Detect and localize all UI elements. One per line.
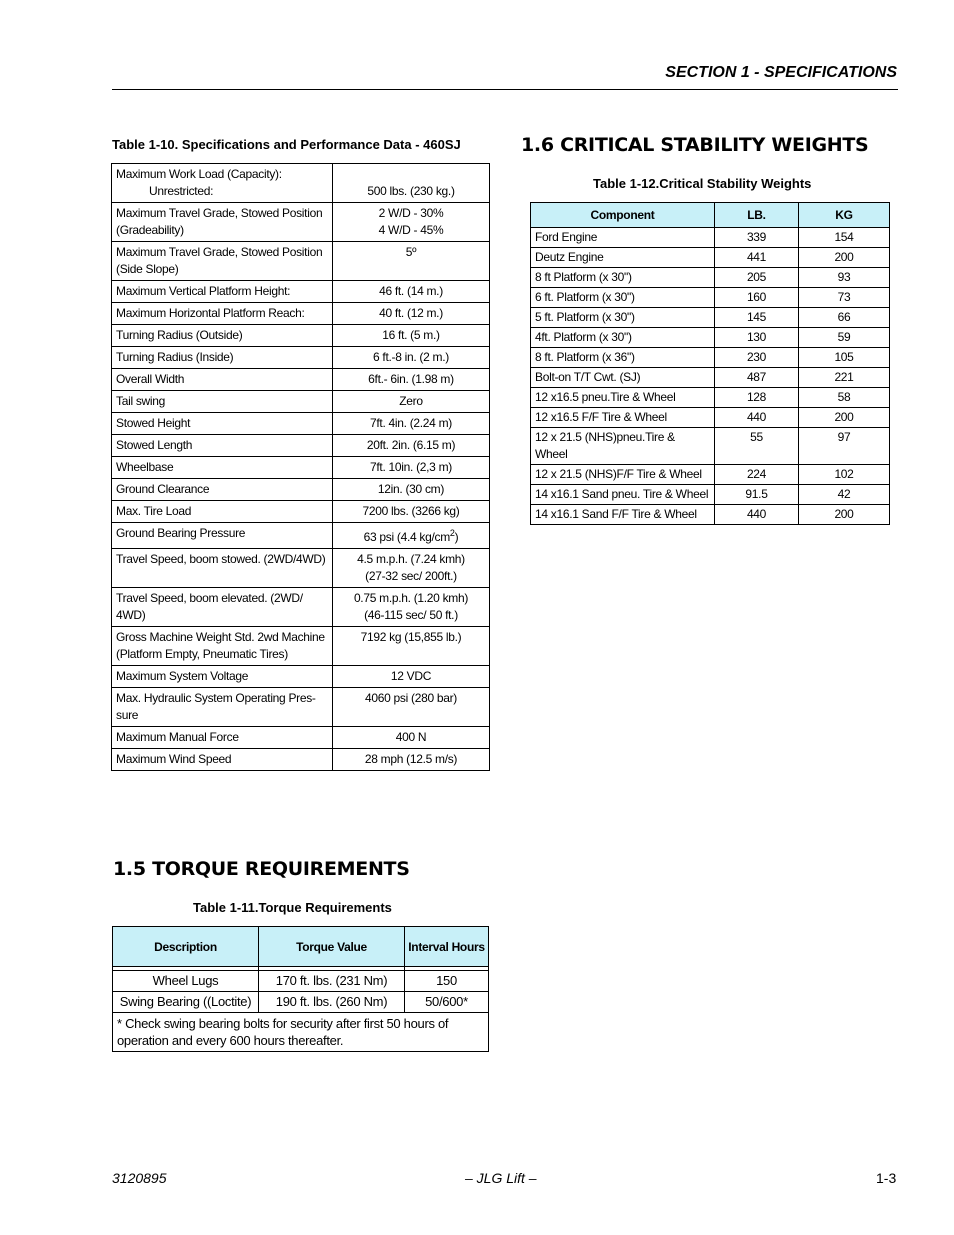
spec-value: [333, 549, 490, 588]
torque-description: Swing Bearing ((Loctite): [113, 992, 259, 1013]
table-row: [112, 369, 490, 391]
spec-value-text: 2 W/D - 30%: [378, 206, 444, 220]
doc-number: 3120895: [112, 1170, 167, 1186]
spec-value-text: 28 mph (12.5 m/s): [364, 752, 458, 766]
table-row: [112, 281, 490, 303]
table-row: [112, 749, 490, 771]
spec-value-text: 46 ft. (14 m.): [379, 284, 443, 298]
spec-label: [112, 435, 333, 457]
stability-lb: 224: [715, 465, 799, 485]
stability-component: 8 ft. Platform (x 36"): [531, 348, 715, 368]
stability-kg: 97: [799, 428, 890, 465]
torque-heading: 1.5 TORQUE REQUIREMENTS: [113, 858, 410, 880]
spec-label: [112, 164, 333, 203]
spec-label: [112, 347, 333, 369]
table-row: [112, 501, 490, 523]
spec-label: [112, 369, 333, 391]
spec-label: [112, 203, 333, 242]
torque-header-value: Torque Value: [259, 927, 405, 967]
spec-value: [333, 435, 490, 457]
table-row: [531, 368, 890, 388]
stability-kg: 105: [799, 348, 890, 368]
spec-value: [333, 347, 490, 369]
spec-value: [333, 242, 490, 281]
spec-value-text: 6 ft.-8 in. (2 m.): [373, 350, 449, 364]
stability-lb: 487: [715, 368, 799, 388]
stability-lb: 440: [715, 408, 799, 428]
header-divider: [112, 89, 898, 90]
spec-label: [112, 501, 333, 523]
page-number: 1-3: [876, 1170, 897, 1186]
torque-interval: 150: [405, 971, 489, 992]
table-row: [112, 666, 490, 688]
spec-value-text: 7ft. 10in. (2,3 m): [370, 460, 452, 474]
spec-label: [112, 479, 333, 501]
table-row: [112, 627, 490, 666]
table-row: [531, 348, 890, 368]
spec-value-text: 12 VDC: [390, 669, 432, 683]
spec-label: [112, 242, 333, 281]
stability-component: Deutz Engine: [531, 248, 715, 268]
torque-description: Wheel Lugs: [113, 971, 259, 992]
spec-label: [112, 281, 333, 303]
spec-value-line2: 4 W/D - 45%: [378, 223, 444, 237]
stability-component: 5 ft. Platform (x 30"): [531, 308, 715, 328]
stability-kg: 93: [799, 268, 890, 288]
stability-table: [530, 202, 890, 525]
stability-kg: 221: [799, 368, 890, 388]
spec-label: [112, 549, 333, 588]
spec-value-text: 400 N: [395, 730, 427, 744]
stability-kg: 200: [799, 408, 890, 428]
spec-label: [112, 391, 333, 413]
spec-value: [333, 523, 490, 549]
spec-value: [333, 727, 490, 749]
stability-kg: 59: [799, 328, 890, 348]
torque-value: 190 ft. lbs. (260 Nm): [259, 992, 405, 1013]
spec-label-text: Travel Speed, boom elevated. (2WD/ 4WD): [116, 591, 303, 622]
table-row: [112, 164, 490, 203]
spec-value-text: 4.5 m.p.h. (7.24 kmh): [357, 552, 465, 566]
spec-value-text: 6ft.- 6in. (1.98 m): [368, 372, 454, 386]
spec-value: [333, 413, 490, 435]
stability-kg: 154: [799, 228, 890, 248]
spec-label-text: Maximum Horizontal Platform Reach:: [116, 306, 305, 320]
spec-label-text: Maximum Work Load (Capacity):: [116, 167, 282, 181]
stability-kg: 58: [799, 388, 890, 408]
torque-interval: 50/600*: [405, 992, 489, 1013]
spec-value: [333, 203, 490, 242]
spec-label: [112, 303, 333, 325]
table-row: [113, 992, 489, 1013]
spec-label: [112, 457, 333, 479]
spec-value-text: 63 psi (4.4 kg/cm: [363, 530, 450, 544]
spec-label-text: Turning Radius (Outside): [116, 328, 243, 342]
spec-value: [333, 303, 490, 325]
spec-value: [333, 749, 490, 771]
torque-value: 170 ft. lbs. (231 Nm): [259, 971, 405, 992]
table-row: [531, 308, 890, 328]
stability-component: 4ft. Platform (x 30"): [531, 328, 715, 348]
stability-table-caption: Table 1-12.Critical Stability Weights: [593, 176, 812, 191]
table-row: [531, 268, 890, 288]
torque-table: [112, 926, 489, 1052]
spec-value: [333, 666, 490, 688]
spec-value-text: 4060 psi (280 bar): [365, 691, 457, 705]
table-row: [112, 727, 490, 749]
stability-kg: 200: [799, 505, 890, 525]
spec-value-text: 20ft. 2in. (6.15 m): [366, 438, 456, 452]
spec-table-caption: Table 1-10. Specifications and Performance Data - 460SJ: [112, 137, 461, 152]
table-row: [531, 288, 890, 308]
spec-label-text: Stowed Length: [116, 438, 193, 452]
spec-label: [112, 523, 333, 549]
table-row: [112, 303, 490, 325]
spec-value-text: 0.75 m.p.h. (1.20 kmh): [353, 591, 469, 605]
spec-label: [112, 749, 333, 771]
stability-component: 8 ft Platform (x 30"): [531, 268, 715, 288]
spec-label-text: Stowed Height: [116, 416, 191, 430]
stability-lb: 145: [715, 308, 799, 328]
table-row: [531, 408, 890, 428]
spec-value-text: 5º: [405, 245, 417, 259]
stability-lb: 339: [715, 228, 799, 248]
table-row: [531, 465, 890, 485]
table-row: [112, 588, 490, 627]
stability-component: 6 ft. Platform (x 30"): [531, 288, 715, 308]
spec-value-text: 16 ft. (5 m.): [382, 328, 440, 342]
stability-kg: 42: [799, 485, 890, 505]
spec-value: [333, 688, 490, 727]
stability-lb: 440: [715, 505, 799, 525]
stability-lb: 230: [715, 348, 799, 368]
spec-value-text: 12in. (30 cm): [377, 482, 445, 496]
table-row: [112, 688, 490, 727]
spec-value: [333, 325, 490, 347]
spec-value: [333, 479, 490, 501]
spec-value-line2: (27-32 sec/ 200ft.): [365, 569, 457, 583]
table-row: [112, 203, 490, 242]
stability-component: 12 x 21.5 (NHS)pneu.Tire & Wheel: [531, 428, 715, 465]
spec-label-text: Travel Speed, boom stowed. (2WD/4WD): [116, 552, 326, 566]
torque-header-interval: Interval Hours: [405, 927, 489, 967]
spec-label-text: Turning Radius (Inside): [116, 350, 234, 364]
torque-header-description: Description: [113, 927, 259, 967]
table-row: [112, 391, 490, 413]
spec-label: [112, 627, 333, 666]
table-row: [112, 413, 490, 435]
spec-value: [333, 164, 490, 203]
table-row: [112, 523, 490, 549]
stability-kg: 66: [799, 308, 890, 328]
spec-value: [333, 281, 490, 303]
spec-value: [333, 588, 490, 627]
torque-table-caption: Table 1-11.Torque Requirements: [193, 900, 392, 915]
spec-value-suffix: ): [454, 530, 459, 544]
torque-note: * Check swing bearing bolts for security after first 50 hours of operation and every 600 hours thereafter.: [113, 1013, 489, 1052]
table-row: [112, 457, 490, 479]
stability-lb: 91.5: [715, 485, 799, 505]
spec-label-text: Maximum Manual Force: [116, 730, 239, 744]
spec-value-text: 7192 kg (15,855 lb.): [360, 630, 462, 644]
spec-label: [112, 413, 333, 435]
spec-sublabel-text: Unrestricted:: [149, 184, 214, 198]
stability-component: Bolt-on T/T Cwt. (SJ): [531, 368, 715, 388]
spec-label-text: Max. Hydraulic System Operating Pres-sure: [116, 691, 316, 722]
spec-value-text: 40 ft. (12 m.): [379, 306, 443, 320]
spec-value: [333, 457, 490, 479]
table-row: [113, 971, 489, 992]
spec-label-text: Wheelbase: [116, 460, 174, 474]
stability-kg: 73: [799, 288, 890, 308]
spec-label-text: Gross Machine Weight Std. 2wd Machine (Platform Empty, Pneumatic Tires): [116, 630, 325, 661]
spec-label-text: Maximum Vertical Platform Height:: [116, 284, 291, 298]
stability-component: 14 x16.1 Sand F/F Tire & Wheel: [531, 505, 715, 525]
spec-label-text: Maximum System Voltage: [116, 669, 249, 683]
spec-label: [112, 666, 333, 688]
spec-label-text: Maximum Travel Grade, Stowed Position (Side Slope): [116, 245, 323, 276]
spec-table: [111, 163, 490, 771]
spec-label-text: Maximum Travel Grade, Stowed Position (Gradeability): [116, 206, 323, 237]
spec-label: [112, 727, 333, 749]
spec-label-text: Overall Width: [116, 372, 185, 386]
stability-lb: 205: [715, 268, 799, 288]
stability-kg: 102: [799, 465, 890, 485]
table-row: [531, 388, 890, 408]
footer-center: – JLG Lift –: [465, 1170, 537, 1186]
table-row: [112, 325, 490, 347]
section-title: SECTION 1 - SPECIFICATIONS: [665, 64, 897, 81]
table-row: [112, 242, 490, 281]
stability-header-kg: KG: [799, 203, 890, 228]
table-row: [531, 505, 890, 525]
stability-component: 12 x 21.5 (NHS)F/F Tire & Wheel: [531, 465, 715, 485]
spec-value: [333, 369, 490, 391]
table-row: [531, 228, 890, 248]
table-row: [531, 428, 890, 465]
spec-value-text: 7200 lbs. (3266 kg): [362, 504, 460, 518]
stability-component: 12 x16.5 F/F Tire & Wheel: [531, 408, 715, 428]
spec-label: [112, 688, 333, 727]
spec-label-text: Tail swing: [116, 394, 166, 408]
stability-lb: 160: [715, 288, 799, 308]
table-row: [112, 347, 490, 369]
table-row: [531, 248, 890, 268]
spec-value-text: Zero: [399, 394, 423, 408]
spec-label-text: Ground Clearance: [116, 482, 210, 496]
stability-header-component: Component: [531, 203, 715, 228]
table-row: [531, 328, 890, 348]
stability-kg: 200: [799, 248, 890, 268]
spec-label-text: Max. Tire Load: [116, 504, 192, 518]
spec-value: [333, 501, 490, 523]
spec-value-line2: (46-115 sec/ 50 ft.): [364, 608, 458, 622]
spec-label: [112, 325, 333, 347]
table-row: [112, 435, 490, 457]
spec-value-text: 7ft. 4in. (2.24 m): [370, 416, 452, 430]
table-row: [531, 485, 890, 505]
stability-component: Ford Engine: [531, 228, 715, 248]
stability-component: 14 x16.1 Sand pneu. Tire & Wheel: [531, 485, 715, 505]
spec-value: [333, 391, 490, 413]
stability-component: 12 x16.5 pneu.Tire & Wheel: [531, 388, 715, 408]
spec-value: [333, 627, 490, 666]
stability-lb: 128: [715, 388, 799, 408]
table-row: [112, 549, 490, 588]
stability-lb: 130: [715, 328, 799, 348]
stability-header-lb: LB.: [715, 203, 799, 228]
table-row: [112, 479, 490, 501]
spec-value-superscript: 2: [449, 528, 455, 538]
spec-value-text: 500 lbs. (230 kg.): [367, 184, 455, 198]
stability-heading: 1.6 CRITICAL STABILITY WEIGHTS: [521, 134, 869, 156]
spec-label-text: Maximum Wind Speed: [116, 752, 232, 766]
spec-label-text: Ground Bearing Pressure: [116, 526, 246, 540]
stability-lb: 55: [715, 428, 799, 465]
stability-lb: 441: [715, 248, 799, 268]
spec-label: [112, 588, 333, 627]
